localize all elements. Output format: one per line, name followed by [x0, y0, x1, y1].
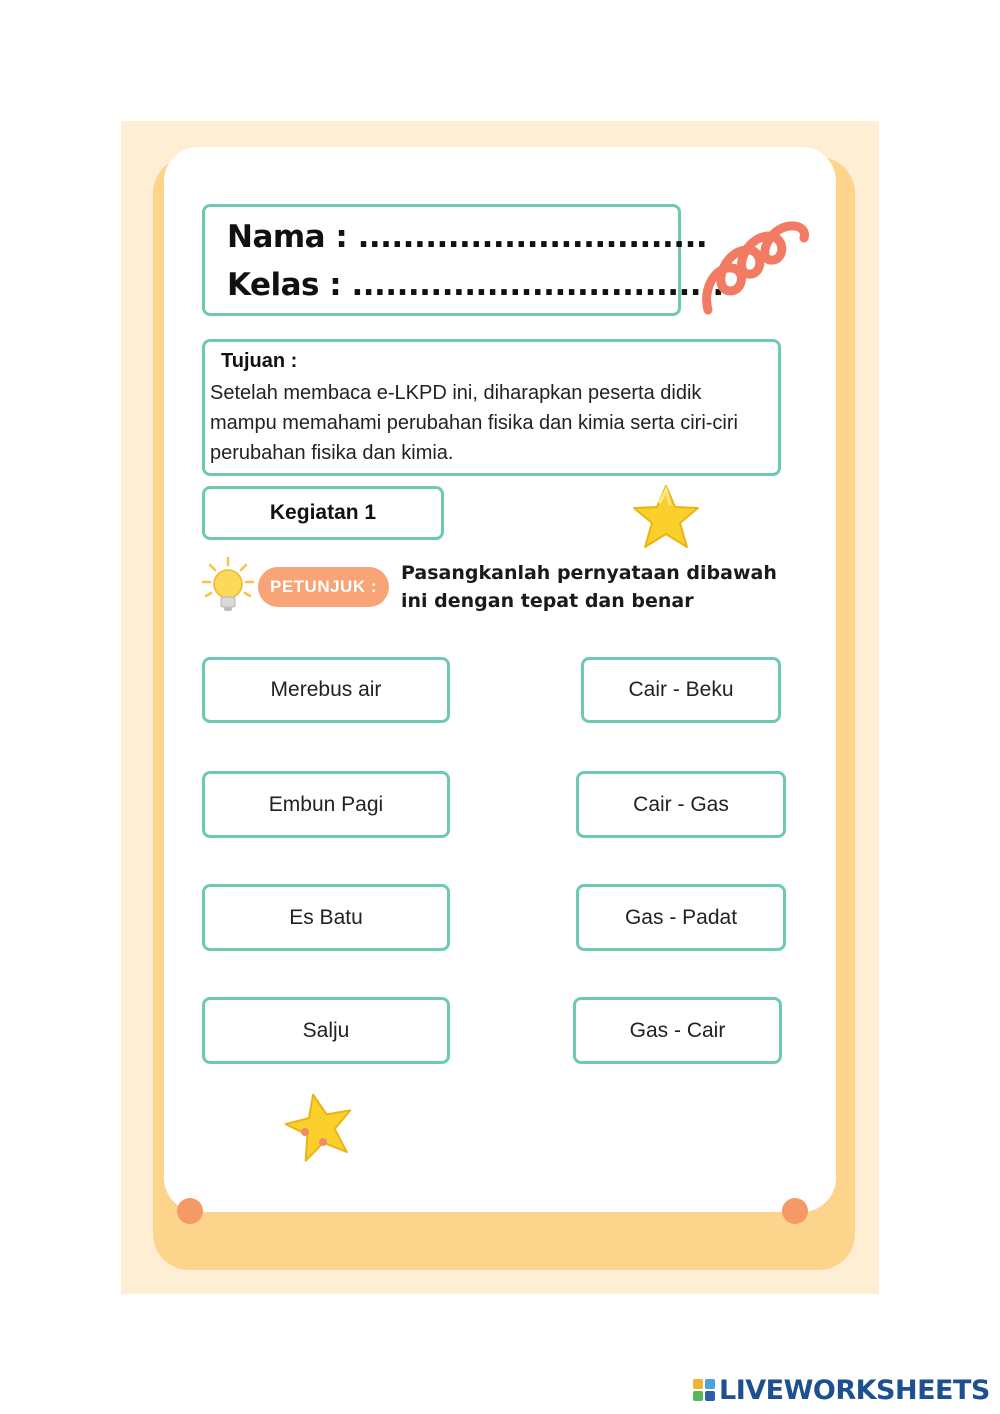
swirl-decoration-icon — [698, 218, 813, 318]
activity-label: Kegiatan 1 — [202, 486, 444, 540]
match-left-item[interactable]: Merebus air — [202, 657, 450, 723]
match-right-item[interactable]: Cair - Gas — [576, 771, 786, 838]
match-left-item[interactable]: Es Batu — [202, 884, 450, 951]
brand-name: LIVEWORKSHEETS — [719, 1374, 990, 1406]
goal-text: Setelah membaca e-LKPD ini, diharapkan peserta didik mampu memahami perubahan fisika dan kimia serta ciri-ciri perubahan fisika dan kimia. — [210, 382, 738, 464]
instruction-text: Pasangkanlah pernyataan dibawah ini dengan tepat dan benar — [401, 562, 777, 612]
name-field[interactable]: Nama : ............................... — [227, 219, 708, 255]
match-right-item[interactable]: Gas - Padat — [576, 884, 786, 951]
logo-mark-icon — [693, 1379, 715, 1401]
star-icon — [630, 482, 702, 554]
corner-dot-right — [782, 1198, 808, 1224]
star-icon — [283, 1090, 357, 1164]
match-left-item[interactable]: Salju — [202, 997, 450, 1064]
match-left-item[interactable]: Embun Pagi — [202, 771, 450, 838]
identity-box — [202, 204, 724, 316]
goal-box — [202, 339, 781, 476]
class-field[interactable]: Kelas : ................................. — [227, 267, 724, 303]
goal-title: Tujuan : — [221, 350, 298, 372]
match-right-item[interactable]: Gas - Cair — [573, 997, 782, 1064]
instruction-badge: PETUNJUK : — [258, 567, 389, 607]
liveworksheets-logo — [693, 1374, 990, 1406]
match-right-item[interactable]: Cair - Beku — [581, 657, 781, 723]
lightbulb-icon — [200, 556, 256, 616]
corner-dot-left — [177, 1198, 203, 1224]
